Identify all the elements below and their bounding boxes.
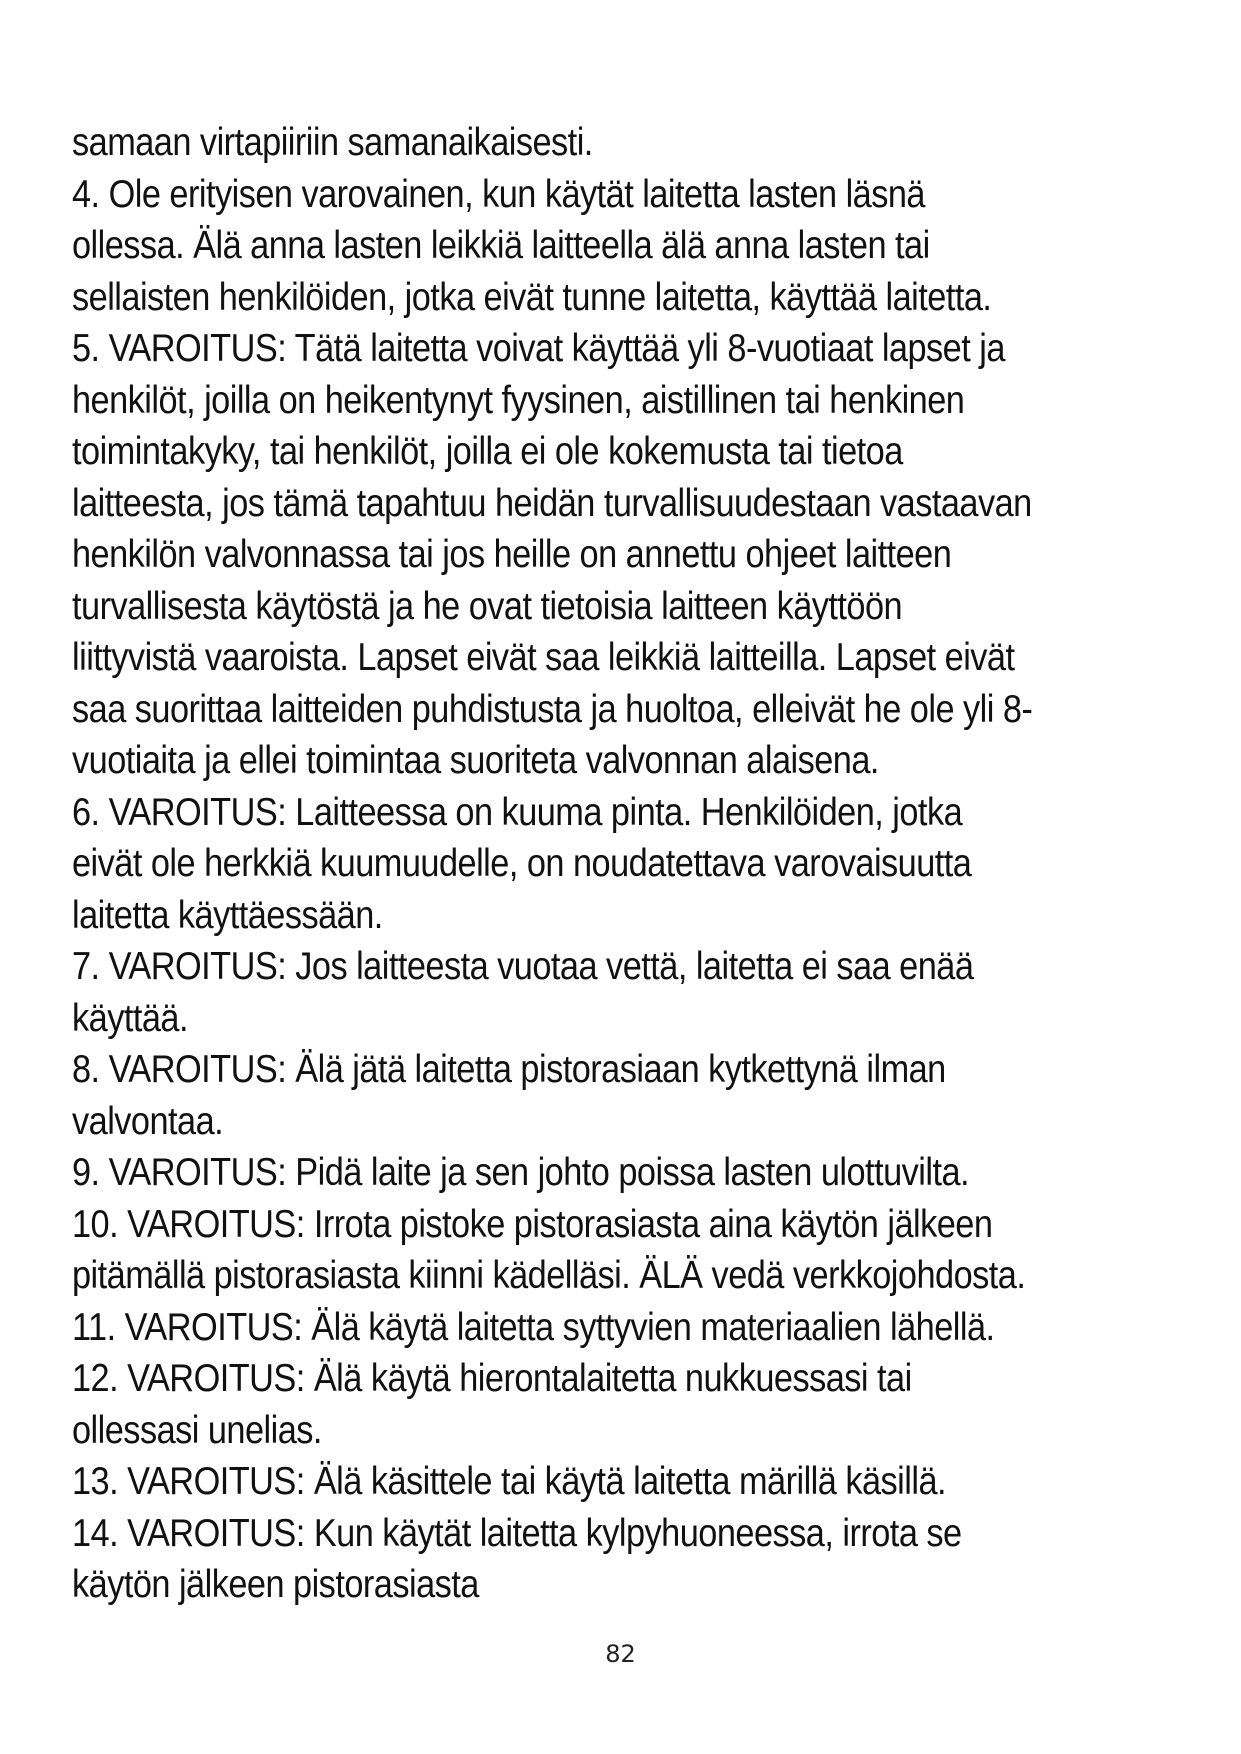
text-line: 6. VAROITUS: Laitteessa on kuuma pinta. Henkilöiden, jotka	[72, 790, 963, 834]
text-line: 4. Ole erityisen varovainen, kun käytät laitetta lasten läsnä	[72, 172, 925, 216]
text-line: 10. VAROITUS: Irrota pistoke pistorasiasta aina käytön jälkeen	[72, 1202, 993, 1246]
text-line: 7. VAROITUS: Jos laitteesta vuotaa vettä, laitetta ei saa enää	[72, 945, 974, 988]
text-line: turvallisesta käytöstä ja he ovat tietoisia laitteen käyttöön	[72, 584, 903, 628]
text-line: 9. VAROITUS: Pidä laite ja sen johto poissa lasten ulottuvilta.	[72, 1151, 970, 1194]
text-line: 12. VAROITUS: Älä käytä hierontalaitetta nukkuessasi tai	[72, 1357, 912, 1400]
text-line: käytön jälkeen pistorasiasta	[72, 1563, 479, 1606]
text-line: toimintakyky, tai henkilöt, joilla ei ole kokemusta tai tietoa	[72, 430, 903, 473]
text-line: 14. VAROITUS: Kun käytät laitetta kylpyhuoneessa, irrota se	[72, 1511, 962, 1555]
page-number: 82	[605, 1640, 636, 1668]
text-line: pitämällä pistorasiasta kiinni kädelläsi. ÄLÄ vedä verkkojohdosta.	[72, 1254, 1026, 1297]
text-line: liittyvistä vaaroista. Lapset eivät saa leikkiä laitteilla. Lapset eivät	[72, 636, 1015, 679]
text-line: henkilöt, joilla on heikentynyt fyysinen, aistillinen tai henkinen	[72, 378, 965, 422]
text-line: samaan virtapiiriin samanaikaisesti.	[72, 121, 593, 164]
text-line: henkilön valvonnassa tai jos heille on annettu ohjeet laitteen	[72, 533, 952, 576]
text-line: saa suorittaa laitteiden puhdistusta ja huoltoa, elleivät he ole yli 8-	[72, 687, 1033, 731]
body-text	[72, 117, 1040, 1611]
text-line: ollessasi unelias.	[72, 1408, 322, 1452]
text-line: valvontaa.	[72, 1099, 224, 1143]
text-line: eivät ole herkkiä kuumuudelle, on noudatettava varovaisuutta	[72, 842, 972, 885]
text-line: 13. VAROITUS: Älä käsittele tai käytä laitetta märillä käsillä.	[72, 1460, 947, 1503]
text-line: vuotiaita ja ellei toimintaa suoriteta valvonnan alaisena.	[72, 739, 879, 782]
text-line: 11. VAROITUS: Älä käytä laitetta syttyvien materiaalien lähellä.	[72, 1305, 995, 1349]
text-line: ollessa. Älä anna lasten leikkiä laitteella älä anna lasten tai	[72, 224, 930, 267]
text-line: laitetta käyttäessään.	[72, 893, 383, 937]
text-line: laitteesta, jos tämä tapahtuu heidän turvallisuudestaan vastaavan	[72, 481, 1032, 525]
text-line: sellaisten henkilöiden, jotka eivät tunne laitetta, käyttää laitetta.	[72, 275, 992, 319]
text-line: 5. VAROITUS: Tätä laitetta voivat käyttää yli 8-vuotiaat lapset ja	[72, 327, 1005, 370]
text-line: käyttää.	[72, 996, 188, 1040]
text-line: 8. VAROITUS: Älä jätä laitetta pistorasiaan kytkettynä ilman	[72, 1048, 946, 1091]
